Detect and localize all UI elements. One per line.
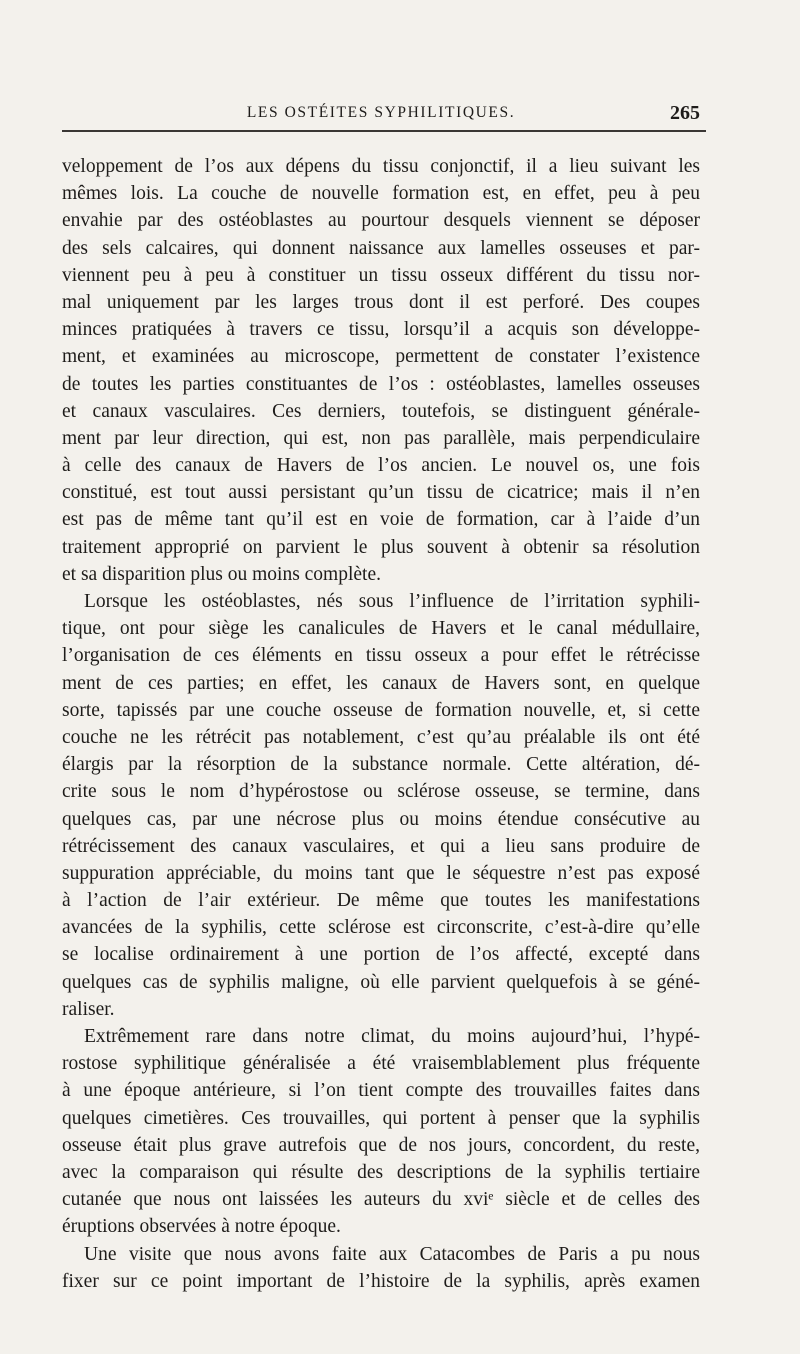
text-line: quelques cimetières. Ces trouvailles, qui portent à penser que la syphilis	[62, 1107, 700, 1129]
page-number: 265	[670, 102, 700, 124]
paragraph-first-line: Lorsque les ostéoblastes, nés sous l’influence de l’irritation syphili-	[84, 591, 700, 612]
text-line: ment de ces parties; en effet, les canaux de Havers sont, en quelque	[62, 672, 700, 694]
text-line: constitué, est tout aussi persistant qu’un tissu de cicatrice; mais il n’en	[62, 482, 700, 504]
text-line: couche ne les rétrécit pas notablement, c’est qu’au préalable ils ont été	[62, 726, 700, 748]
text-line: veloppement de l’os aux dépens du tissu conjonctif, il a lieu suivant les	[62, 156, 700, 177]
paragraph-first-line: Extrêmement rare dans notre climat, du moins aujourd’hui, l’hypé-	[84, 1026, 700, 1047]
text-line: tique, ont pour siège les canalicules de Havers et le canal médullaire,	[62, 618, 700, 640]
text-line: quelques cas, par une nécrose plus ou moins étendue consécutive au	[62, 808, 700, 830]
text-line: se localise ordinairement à une portion de l’os affecté, excepté dans	[62, 944, 700, 966]
text-line: élargis par la résorption de la substance normale. Cette altération, dé-	[62, 754, 700, 776]
text-line: à l’action de l’air extérieur. De même que toutes les manifestations	[62, 890, 700, 912]
running-title: LES OSTÉITES SYPHILITIQUES.	[246, 104, 516, 121]
text-line: fixer sur ce point important de l’histoire de la syphilis, après examen	[62, 1270, 700, 1292]
header-rule	[62, 130, 706, 132]
text-line: ment par leur direction, qui est, non pas parallèle, mais perpendiculaire	[62, 427, 700, 449]
text-line: quelques cas de syphilis maligne, où elle parvient quelquefois à se géné-	[62, 971, 700, 993]
text-line: et canaux vasculaires. Ces derniers, toutefois, se distinguent générale-	[62, 400, 700, 422]
text-line: rostose syphilitique généralisée a été vraisemblablement plus fréquente	[62, 1053, 700, 1075]
text-line: viennent peu à peu à constituer un tissu osseux différent du tissu nor-	[62, 264, 700, 286]
paragraph-end-line: et sa disparition plus ou moins complète.	[62, 563, 381, 585]
text-line: avancées de la syphilis, cette sclérose est circonscrite, c’est-à-dire qu’elle	[62, 917, 700, 939]
text-line: rétrécissement des canaux vasculaires, et qui a lieu sans produire de	[62, 835, 700, 857]
text-line: traitement approprié on parvient le plus souvent à obtenir sa résolution	[62, 536, 700, 558]
text-line: suppuration appréciable, du moins tant que le séquestre n’est pas exposé	[62, 862, 700, 884]
text-line: crite sous le nom d’hypérostose ou sclérose osseuse, se termine, dans	[62, 781, 700, 803]
text-line: de toutes les parties constituantes de l’os : ostéoblastes, lamelles osseuses	[62, 373, 700, 395]
text-line: mal uniquement par les larges trous dont il est perforé. Des coupes	[62, 291, 700, 313]
text-line: mêmes lois. La couche de nouvelle formation est, en effet, peu à peu	[62, 183, 700, 205]
body-text	[62, 153, 700, 1295]
text-line: cutanée que nous ont laissées les auteurs du xviᵉ siècle et de celles des	[62, 1189, 700, 1211]
text-line: osseuse était plus grave autrefois que de nos jours, concordent, du reste,	[62, 1134, 700, 1156]
text-line: envahie par des ostéoblastes au pourtour desquels viennent se déposer	[62, 210, 700, 232]
text-line: ment, et examinées au microscope, permettent de constater l’existence	[62, 346, 700, 368]
page-header	[62, 102, 700, 128]
text-line: minces pratiquées à travers ce tissu, lorsqu’il a acquis son développe-	[62, 319, 700, 341]
paragraph-first-line: Une visite que nous avons faite aux Catacombes de Paris a pu nous	[84, 1243, 700, 1265]
text-line: sorte, tapissés par une couche osseuse de formation nouvelle, et, si cette	[62, 699, 700, 721]
paragraph-end-line: éruptions observées à notre époque.	[62, 1216, 341, 1238]
text-line: l’organisation de ces éléments en tissu osseux a pour effet le rétrécisse	[62, 645, 700, 667]
text-line: à une époque antérieure, si l’on tient compte des trouvailles faites dans	[62, 1080, 700, 1102]
text-line: à celle des canaux de Havers de l’os ancien. Le nouvel os, une fois	[62, 455, 700, 477]
text-line: avec la comparaison qui résulte des descriptions de la syphilis tertiaire	[62, 1161, 700, 1183]
paragraph-end-line: raliser.	[62, 998, 115, 1020]
text-line: est pas de même tant qu’il est en voie de formation, car à l’aide d’un	[62, 509, 700, 531]
text-line: des sels calcaires, qui donnent naissance aux lamelles osseuses et par-	[62, 237, 700, 259]
